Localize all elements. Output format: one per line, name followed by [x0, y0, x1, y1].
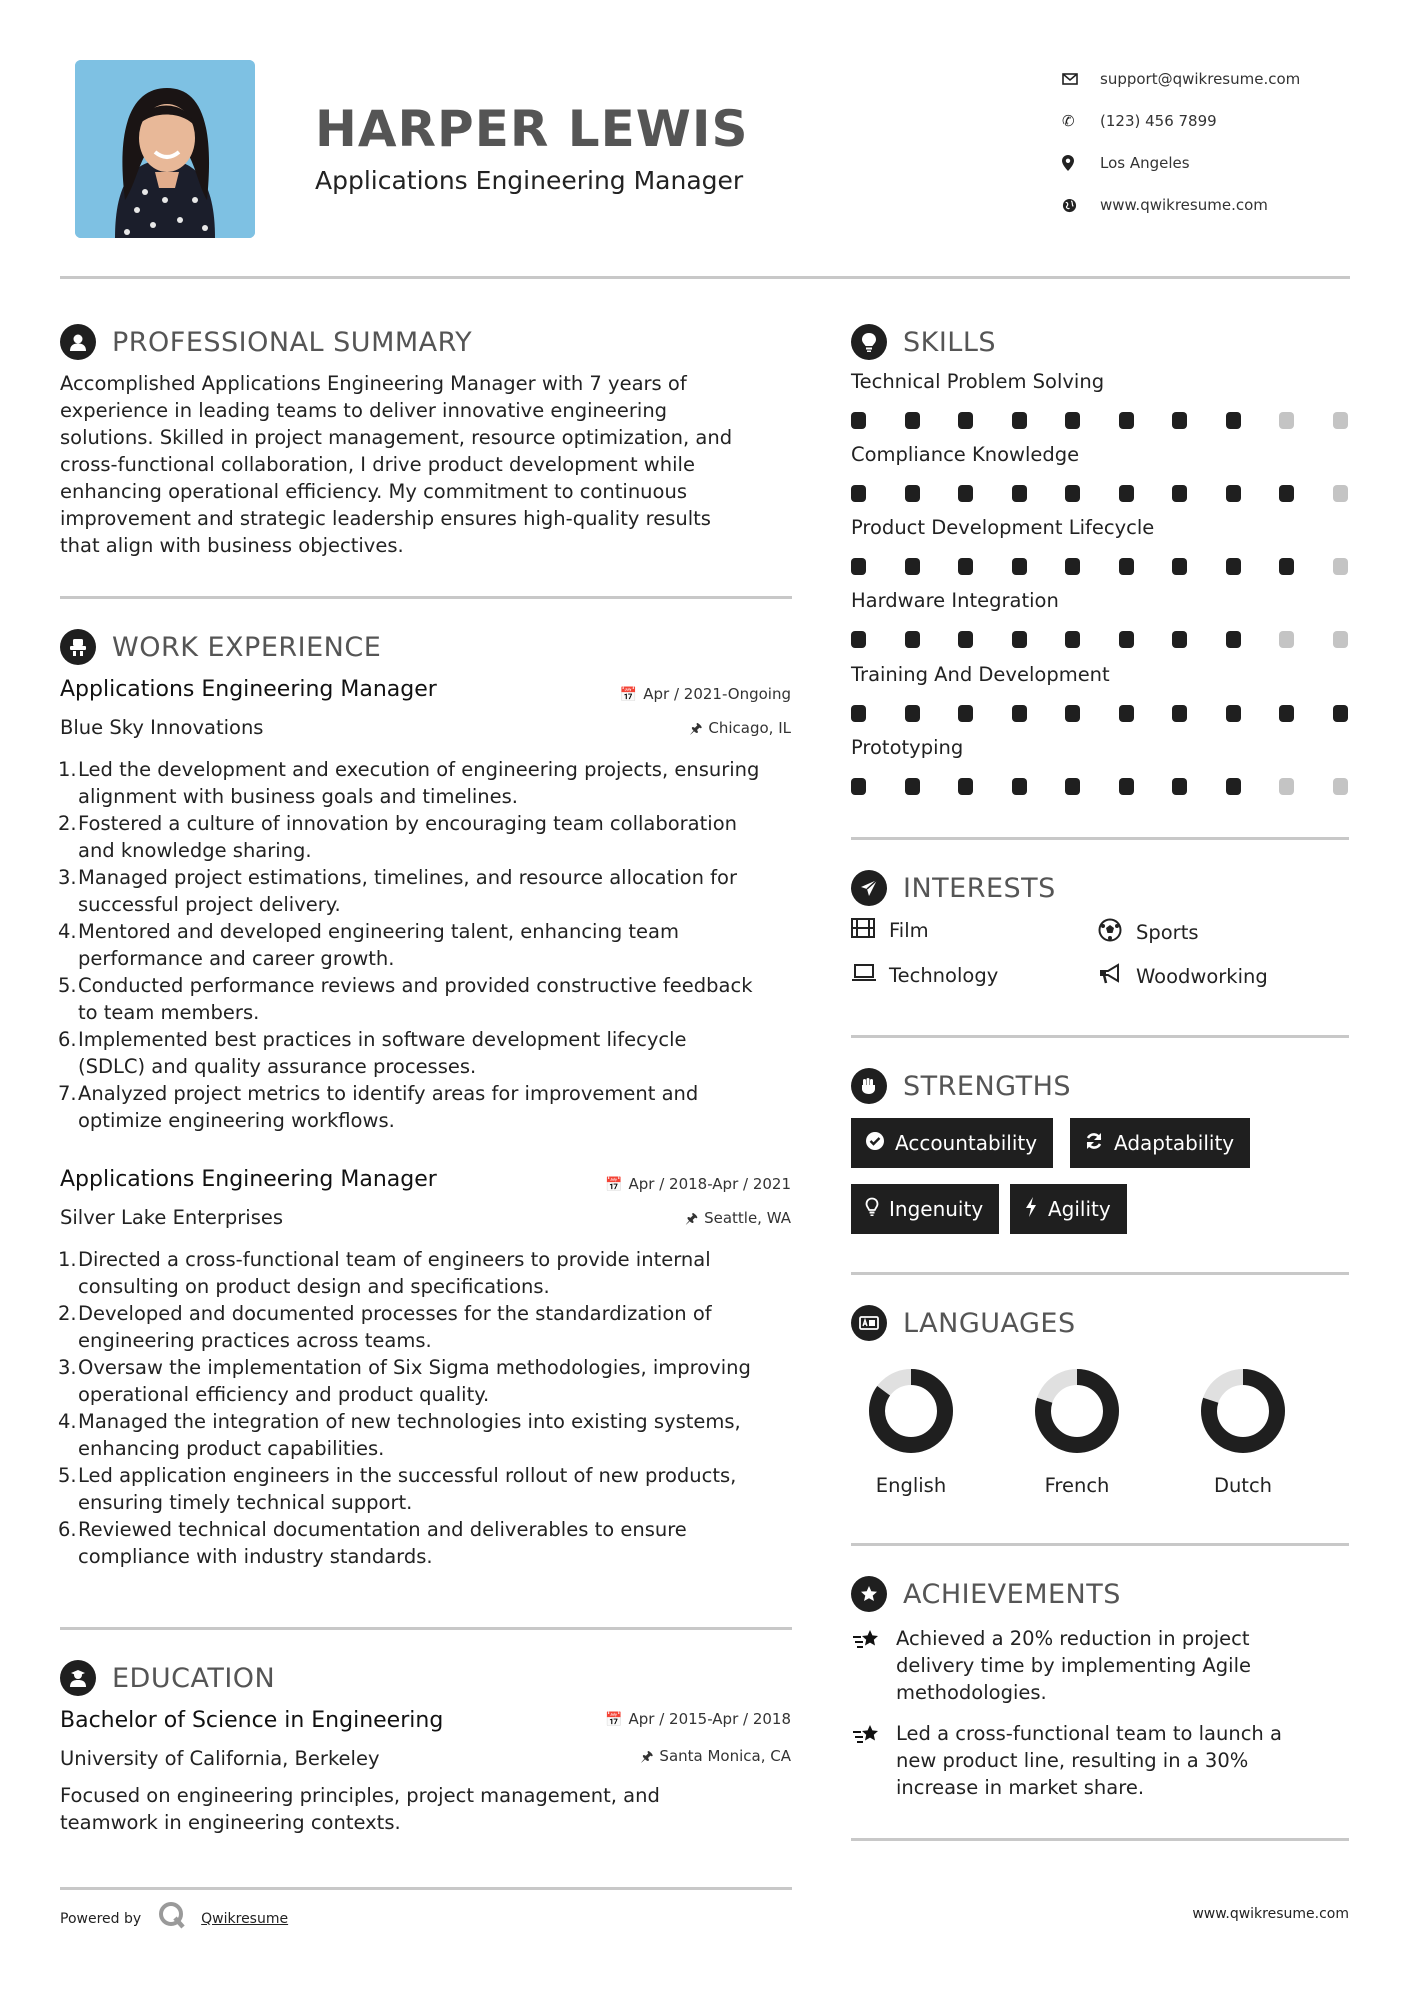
paper-plane-icon — [851, 870, 887, 906]
skill-dot — [1012, 705, 1027, 722]
skill-dot — [1065, 705, 1080, 722]
skill-rating — [851, 778, 1351, 800]
list-item-line: Conducted performance reviews and provided constructive feedback — [78, 974, 753, 997]
summary-line: enhancing operational efficiency. My commitment to continuous — [60, 480, 687, 503]
skill-dot — [1119, 558, 1134, 575]
list-item-line: optimize engineering workflows. — [78, 1109, 395, 1132]
list-item: 6. Implemented best practices in software development lifecycle (SDLC) and quality assurance processes. — [60, 1026, 805, 1080]
skill-dot — [851, 778, 866, 795]
list-item: 2. Fostered a culture of innovation by encouraging team collaboration and knowledge sharing. — [60, 810, 805, 864]
skill-dot — [905, 412, 920, 429]
summary-line: improvement and strategic leadership ensures high-quality results — [60, 507, 711, 530]
list-item: 5. Conducted performance reviews and provided constructive feedback to team members. — [60, 972, 805, 1026]
languages-section-title — [851, 1305, 1076, 1341]
list-item: 4. Managed the integration of new technologies into existing systems, enhancing product capabilities. — [60, 1408, 805, 1462]
list-item: 2. Developed and documented processes for the standardization of engineering practices across teams. — [60, 1300, 805, 1354]
megaphone-icon — [1098, 963, 1136, 990]
list-item: 6. Reviewed technical documentation and deliverables to ensure compliance with industry standards. — [60, 1516, 805, 1570]
candidate-name: HARPER LEWIS — [315, 100, 749, 158]
skill-dot — [1279, 558, 1294, 575]
interest-item — [851, 963, 998, 988]
skill-dot — [1119, 778, 1134, 795]
list-item: 1. Led the development and execution of engineering projects, ensuring alignment with business goals and timelines. — [60, 756, 805, 810]
skill-dot — [1065, 778, 1080, 795]
skill-dot — [905, 558, 920, 575]
list-item-line: Led the development and execution of engineering projects, ensuring — [78, 758, 760, 781]
education-dates — [605, 1710, 791, 1728]
contact-phone[interactable] — [1062, 100, 1382, 142]
strength-label: Adaptability — [1114, 1131, 1235, 1155]
skill-dot — [1172, 631, 1187, 648]
star-badge-icon — [851, 1576, 887, 1612]
skill-item — [851, 443, 1351, 507]
job-location-text: Chicago, IL — [708, 719, 791, 737]
list-item: 1. Directed a cross-functional team of engineers to provide internal consulting on product design and specifications. — [60, 1246, 805, 1300]
skill-dot — [958, 412, 973, 429]
list-item: 7. Analyzed project metrics to identify areas for improvement and optimize engineering workflows. — [60, 1080, 805, 1134]
language-item — [1173, 1366, 1313, 1497]
skill-rating — [851, 631, 1351, 653]
interest-item — [851, 918, 929, 943]
strengths-title: STRENGTHS — [903, 1070, 1072, 1102]
list-item-line: (SDLC) and quality assurance processes. — [78, 1055, 477, 1078]
skill-dot — [1065, 412, 1080, 429]
list-item-line: consulting on product design and specifications. — [78, 1275, 550, 1298]
job-dates-text: Apr / 2021-Ongoing — [643, 685, 791, 703]
skill-dot — [851, 631, 866, 648]
education-description — [60, 1782, 800, 1836]
achievement-line: new product line, resulting in a 30% — [896, 1749, 1249, 1772]
job-duties-list — [60, 1246, 805, 1570]
qwikresume-logo-icon — [157, 1900, 187, 1938]
achievement-line: Achieved a 20% reduction in project — [896, 1627, 1250, 1650]
qwikresume-link[interactable]: Qwikresume — [201, 1911, 289, 1927]
profile-photo — [75, 60, 255, 238]
list-item-line: performance and career growth. — [78, 947, 395, 970]
achievement-text — [896, 1720, 1282, 1801]
film-icon — [851, 918, 889, 943]
skill-dot — [1012, 412, 1027, 429]
skill-dot — [1119, 485, 1134, 502]
skill-dot — [851, 485, 866, 502]
graduate-icon — [60, 1660, 96, 1696]
skill-dot — [1333, 705, 1348, 722]
language-name: English — [875, 1474, 947, 1497]
list-item-line: ensuring timely technical support. — [78, 1491, 413, 1514]
strength-label: Agility — [1048, 1197, 1111, 1221]
summary-line: solutions. Skilled in project management, resource optimization, and — [60, 426, 733, 449]
footer-powered-by — [60, 1900, 288, 1938]
summary-line: Accomplished Applications Engineering Manager with 7 years of — [60, 372, 687, 395]
work-title: WORK EXPERIENCE — [112, 631, 382, 663]
list-item-line: and knowledge sharing. — [78, 839, 312, 862]
degree-title: Bachelor of Science in Engineering — [60, 1708, 444, 1733]
summary-divider — [60, 596, 792, 599]
job-dates — [620, 685, 791, 703]
skill-rating — [851, 412, 1351, 434]
summary-line: cross-functional collaboration, I drive product development while — [60, 453, 695, 476]
skill-dot — [1333, 631, 1348, 648]
list-item-line: Mentored and developed engineering talent, enhancing team — [78, 920, 679, 943]
achievement-text — [896, 1625, 1251, 1706]
strength-chip — [851, 1184, 999, 1234]
language-item — [841, 1366, 981, 1497]
check-circle-icon — [865, 1131, 885, 1156]
education-section-title — [60, 1660, 275, 1696]
language-ring — [1032, 1366, 1122, 1456]
strength-chip — [851, 1118, 1053, 1168]
contact-website[interactable] — [1062, 184, 1382, 226]
summary-line: that align with business objectives. — [60, 534, 404, 557]
list-item: 3. Oversaw the implementation of Six Sigma methodologies, improving operational efficiency and product quality. — [60, 1354, 805, 1408]
briefcase-icon — [60, 629, 96, 665]
skill-dot — [1226, 705, 1241, 722]
skill-rating — [851, 558, 1351, 580]
education-title: EDUCATION — [112, 1662, 276, 1694]
achievement-line: delivery time by implementing Agile — [896, 1654, 1251, 1677]
powered-by-label: Powered by — [60, 1911, 142, 1927]
job-location — [689, 718, 791, 742]
list-item-line: Managed project estimations, timelines, and resource allocation for — [78, 866, 737, 889]
language-card-icon — [851, 1305, 887, 1341]
interest-label: Film — [889, 919, 929, 942]
skill-name: Compliance Knowledge — [851, 443, 1080, 466]
footer-website[interactable]: www.qwikresume.com — [1192, 1906, 1349, 1922]
achievement-item — [851, 1625, 1351, 1706]
skill-name: Training And Development — [851, 663, 1110, 686]
education-divider — [60, 1887, 792, 1890]
skill-dot — [958, 558, 973, 575]
fist-icon — [851, 1068, 887, 1104]
candidate-role: Applications Engineering Manager — [315, 166, 744, 195]
skill-dot — [1226, 631, 1241, 648]
contact-website-text: www.qwikresume.com — [1100, 196, 1268, 214]
list-item-line: enhancing product capabilities. — [78, 1437, 385, 1460]
skill-dot — [1333, 778, 1348, 795]
list-item-line: Oversaw the implementation of Six Sigma methodologies, improving — [78, 1356, 751, 1379]
pushpin-icon: 🖈 — [689, 721, 703, 737]
lightbulb-icon — [851, 324, 887, 360]
skill-dot — [1333, 485, 1348, 502]
list-item-line: successful project delivery. — [78, 893, 341, 916]
skill-dot — [1172, 558, 1187, 575]
languages-divider — [851, 1543, 1349, 1546]
skill-dot — [905, 631, 920, 648]
skill-dot — [851, 558, 866, 575]
language-item — [1007, 1366, 1147, 1497]
achievement-item — [851, 1720, 1351, 1801]
pushpin-icon: 🖈 — [685, 1211, 699, 1227]
skill-dot — [1172, 412, 1187, 429]
skill-dot — [905, 778, 920, 795]
list-item-line: Implemented best practices in software development lifecycle — [78, 1028, 687, 1051]
skill-dot — [1119, 412, 1134, 429]
skill-item — [851, 516, 1351, 580]
skill-dot — [1172, 705, 1187, 722]
achievements-title: ACHIEVEMENTS — [903, 1578, 1121, 1610]
list-item-line: to team members. — [78, 1001, 260, 1024]
list-item-line: Reviewed technical documentation and deliverables to ensure — [78, 1518, 687, 1541]
list-item: 4. Mentored and developed engineering talent, enhancing team performance and career growth. — [60, 918, 805, 972]
summary-line: experience in leading teams to deliver innovative engineering — [60, 399, 668, 422]
calendar-icon: 📅 — [605, 1177, 623, 1193]
strength-chip — [1010, 1184, 1127, 1234]
list-item-line: Fostered a culture of innovation by encouraging team collaboration — [78, 812, 737, 835]
language-ring — [1198, 1366, 1288, 1456]
skill-dot — [1333, 412, 1348, 429]
contact-block — [1062, 58, 1382, 226]
interest-item — [1098, 963, 1268, 990]
interest-label: Sports — [1136, 921, 1199, 944]
strength-label: Ingenuity — [889, 1197, 984, 1221]
skill-dot — [1012, 631, 1027, 648]
list-item-line: operational efficiency and product quality. — [78, 1383, 490, 1406]
contact-phone-text: (123) 456 7899 — [1100, 112, 1217, 130]
calendar-icon: 📅 — [619, 687, 638, 703]
skill-dot — [1065, 631, 1080, 648]
lightbulb-icon — [865, 1197, 879, 1222]
contact-location-text: Los Angeles — [1100, 154, 1190, 172]
interest-label: Woodworking — [1136, 965, 1268, 988]
skill-rating — [851, 485, 1351, 507]
skill-dot — [1279, 778, 1294, 795]
location-pin-icon — [1062, 155, 1100, 171]
summary-text — [60, 370, 800, 559]
skill-dot — [958, 631, 973, 648]
interests-divider — [851, 1035, 1349, 1038]
skill-dot — [905, 485, 920, 502]
skill-dot — [1279, 485, 1294, 502]
skill-dot — [1119, 705, 1134, 722]
work-section-title — [60, 629, 381, 665]
list-item-line: Managed the integration of new technologies into existing systems, — [78, 1410, 741, 1433]
skills-section-title — [851, 324, 996, 360]
job-company: Blue Sky Innovations — [60, 716, 264, 739]
phone-icon: ✆ — [1062, 112, 1075, 130]
summary-section-title — [60, 324, 472, 360]
job-duties-list — [60, 756, 805, 1134]
skills-title: SKILLS — [903, 326, 997, 358]
skill-dot — [1226, 485, 1241, 502]
skill-dot — [905, 705, 920, 722]
skill-dot — [1279, 631, 1294, 648]
skill-item — [851, 663, 1351, 727]
education-line: teamwork in engineering contexts. — [60, 1811, 401, 1834]
strength-chip — [1070, 1118, 1250, 1168]
languages-title: LANGUAGES — [903, 1307, 1076, 1339]
skill-dot — [1065, 485, 1080, 502]
interests-title: INTERESTS — [903, 872, 1056, 904]
job-location-text: Seattle, WA — [704, 1209, 791, 1227]
list-item-line: Developed and documented processes for the standardization of — [78, 1302, 712, 1325]
strengths-divider — [851, 1272, 1349, 1275]
skill-dot — [958, 778, 973, 795]
skill-dot — [851, 412, 866, 429]
soccer-ball-icon — [1098, 918, 1136, 947]
shooting-star-icon — [851, 1720, 896, 1801]
list-item-line: Analyzed project metrics to identify areas for improvement and — [78, 1082, 699, 1105]
language-name: Dutch — [1213, 1474, 1273, 1497]
list-item-line: Directed a cross-functional team of engineers to provide internal — [78, 1248, 711, 1271]
contact-location — [1062, 142, 1382, 184]
summary-title: PROFESSIONAL SUMMARY — [112, 326, 473, 358]
bolt-icon — [1024, 1196, 1038, 1223]
skill-dot — [958, 485, 973, 502]
laptop-icon — [851, 963, 889, 988]
skill-item — [851, 736, 1351, 800]
achievement-line: Led a cross-functional team to launch a — [896, 1722, 1282, 1745]
list-item-line: engineering practices across teams. — [78, 1329, 432, 1352]
skill-dot — [1333, 558, 1348, 575]
interest-label: Technology — [889, 964, 999, 987]
shooting-star-icon — [851, 1625, 896, 1706]
skill-dot — [1226, 412, 1241, 429]
strengths-section-title — [851, 1068, 1071, 1104]
skill-dot — [1279, 705, 1294, 722]
job-company: Silver Lake Enterprises — [60, 1206, 284, 1229]
achievement-line: methodologies. — [896, 1681, 1047, 1704]
skill-dot — [1172, 485, 1187, 502]
skill-dot — [851, 705, 866, 722]
skill-item — [851, 370, 1351, 434]
school-name: University of California, Berkeley — [60, 1747, 380, 1770]
language-name: French — [1044, 1474, 1110, 1497]
achievement-line: increase in market share. — [896, 1776, 1145, 1799]
profile-photo-illustration — [75, 60, 255, 238]
skill-name: Prototyping — [851, 736, 964, 759]
job-location — [685, 1208, 791, 1232]
calendar-icon: 📅 — [605, 1712, 623, 1728]
achievements-section-title — [851, 1576, 1121, 1612]
education-dates-text: Apr / 2015-Apr / 2018 — [628, 1710, 791, 1728]
list-item: 5. Led application engineers in the successful rollout of new products, ensuring timely technical support. — [60, 1462, 805, 1516]
skill-dot — [1172, 778, 1187, 795]
skill-name: Hardware Integration — [851, 589, 1059, 612]
job-title: Applications Engineering Manager — [60, 1167, 437, 1192]
skill-rating — [851, 705, 1351, 727]
job-title: Applications Engineering Manager — [60, 677, 437, 702]
list-item: 3. Managed project estimations, timelines, and resource allocation for successful project delivery. — [60, 864, 805, 918]
skill-dot — [1012, 778, 1027, 795]
list-item-line: alignment with business goals and timelines. — [78, 785, 518, 808]
work-divider — [60, 1627, 792, 1630]
envelope-icon — [1062, 73, 1100, 85]
contact-email[interactable] — [1062, 58, 1382, 100]
skill-dot — [1119, 631, 1134, 648]
list-item-line: Led application engineers in the successful rollout of new products, — [78, 1464, 737, 1487]
skills-divider — [851, 837, 1349, 840]
skill-dot — [1226, 778, 1241, 795]
refresh-icon — [1084, 1131, 1104, 1156]
list-item-line: compliance with industry standards. — [78, 1545, 433, 1568]
skill-dot — [1279, 412, 1294, 429]
language-ring — [866, 1366, 956, 1456]
achievements-divider — [851, 1838, 1349, 1841]
education-line: Focused on engineering principles, project management, and — [60, 1784, 660, 1807]
skill-dot — [958, 705, 973, 722]
skill-name: Product Development Lifecycle — [851, 516, 1155, 539]
skill-dot — [1065, 558, 1080, 575]
pushpin-icon: 🖈 — [640, 1749, 654, 1765]
user-icon — [60, 324, 96, 360]
skill-name: Technical Problem Solving — [851, 370, 1105, 393]
skill-dot — [1226, 558, 1241, 575]
skill-dot — [1012, 558, 1027, 575]
interests-section-title — [851, 870, 1056, 906]
strength-label: Accountability — [895, 1131, 1038, 1155]
education-location-text: Santa Monica, CA — [659, 1747, 791, 1765]
skill-item — [851, 589, 1351, 653]
education-location — [640, 1746, 791, 1770]
header-divider — [60, 276, 1350, 279]
contact-email-text: support@qwikresume.com — [1100, 70, 1301, 88]
skill-dot — [1012, 485, 1027, 502]
interest-item — [1098, 918, 1199, 947]
job-dates — [605, 1175, 791, 1193]
globe-icon — [1062, 198, 1100, 213]
job-dates-text: Apr / 2018-Apr / 2021 — [628, 1175, 791, 1193]
